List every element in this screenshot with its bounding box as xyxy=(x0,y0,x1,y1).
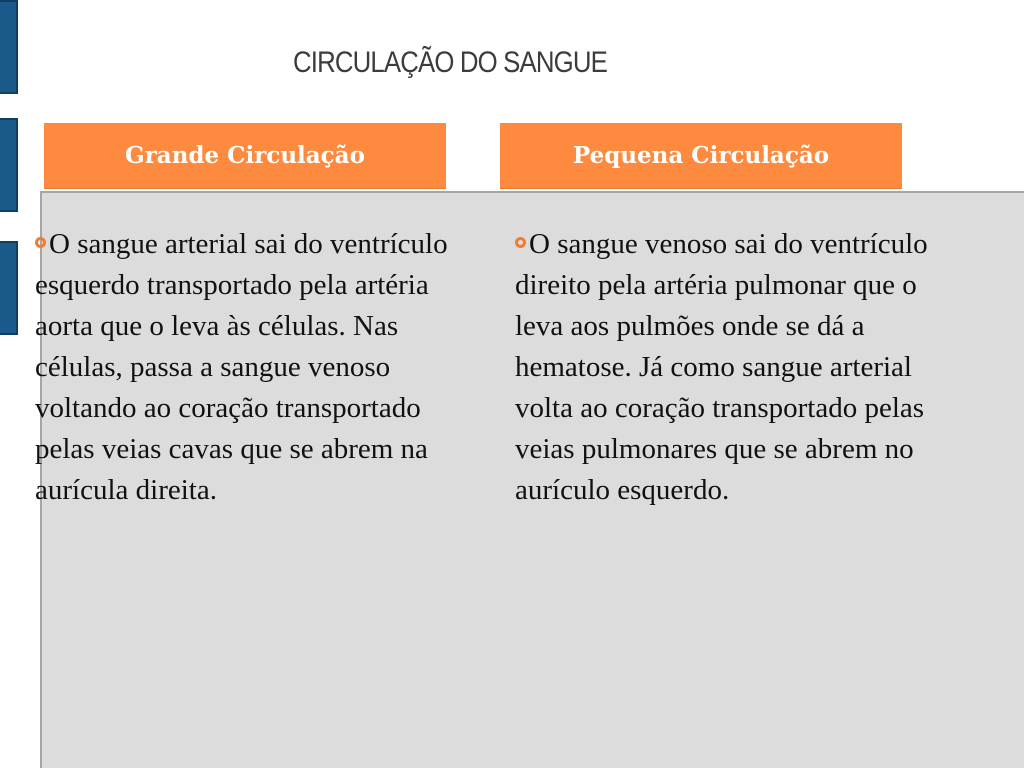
bullet-ring-icon xyxy=(35,237,46,248)
paragraph: O sangue venoso sai do ventrículo direito pela artéria pulmonar que o leva aos pulmões onde se dá a hematose. Já como sangue arterial volta ao coração transportado pelas veias pulmonares que se abrem no aurículo esquerdo. xyxy=(515,228,928,506)
paragraph: O sangue arterial sai do ventrículo esquerdo transportado pela artéria aorta que o leva às células. Nas células, passa a sangue venoso voltando ao coração transportado pelas veias cavas que se abrem na aurícula direita. xyxy=(35,228,448,506)
slide-title: CIRCULAÇÃO DO SANGUE xyxy=(293,46,607,79)
header-grande-circulacao xyxy=(44,123,446,189)
side-tab-top xyxy=(0,0,18,94)
header-label: Grande Circulação xyxy=(125,142,365,169)
header-label: Pequena Circulação xyxy=(572,142,830,169)
side-tab-bottom xyxy=(0,241,18,335)
column-text-pequena xyxy=(515,224,945,511)
column-text-grande xyxy=(35,224,480,511)
header-pequena-circulacao xyxy=(500,123,902,189)
bullet-ring-icon xyxy=(515,237,526,248)
side-tab-middle xyxy=(0,118,18,212)
